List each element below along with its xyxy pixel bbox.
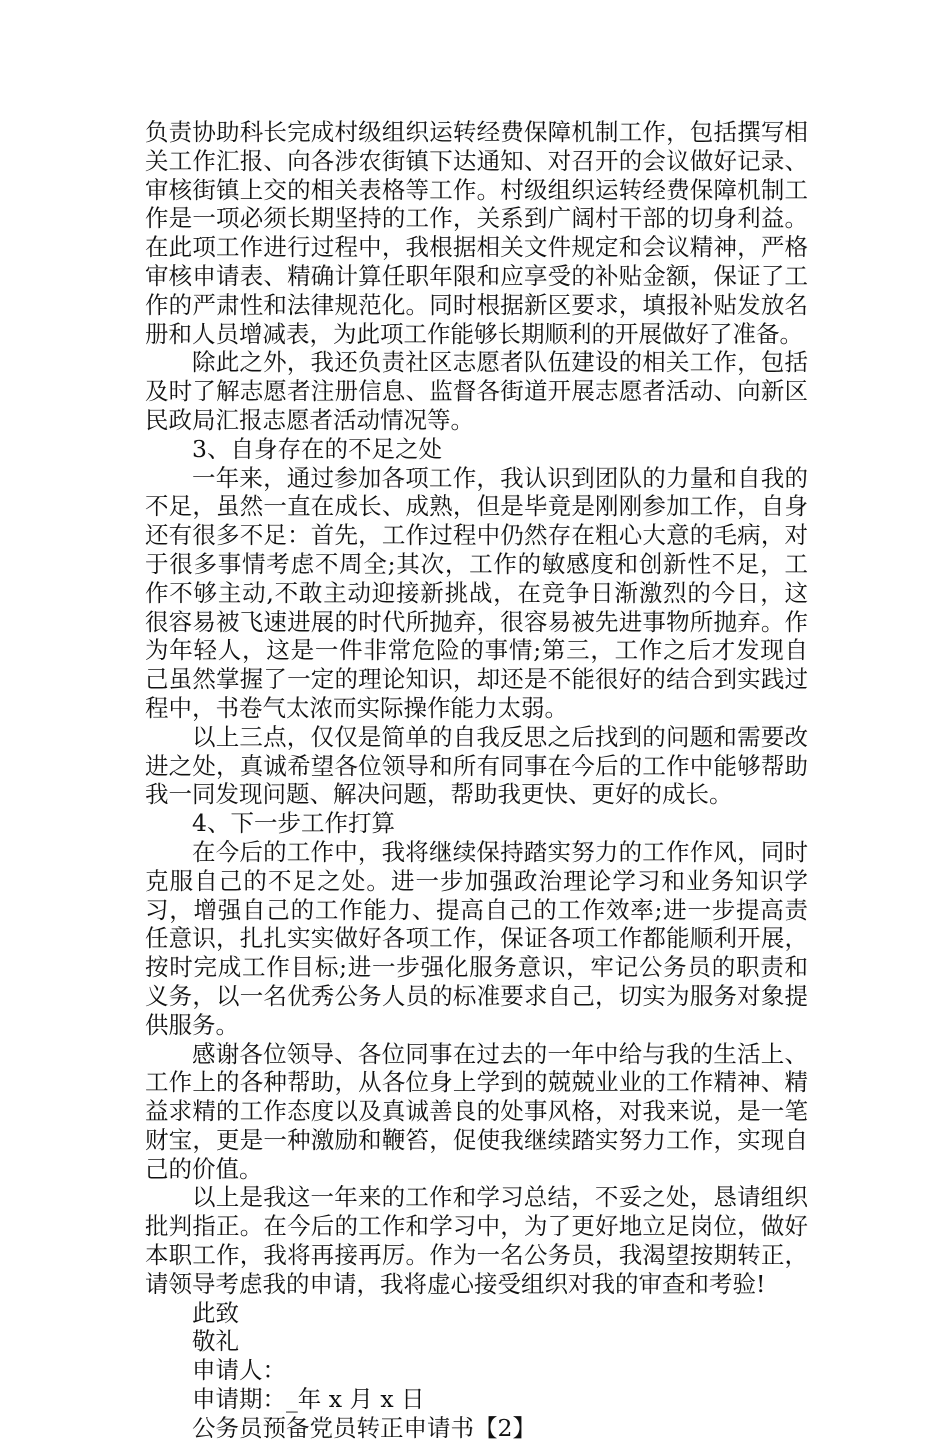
closing-regards: 敬礼 (192, 1327, 239, 1356)
paragraph-thanks: 感谢各位领导、各位同事在过去的一年中给与我的生活上、工作上的各种帮助，从各位身上学到的兢兢业业的工作精神、精益求精的工作态度以及真诚善良的处事风格，对我来说，是一笔财宝，更是一种激励和鞭笞，促使我继续踏实努力工作，实现自己的价值。 (145, 1039, 808, 1183)
section-heading-next-plan: 4、下一步工作打算 (192, 809, 395, 838)
paragraph-volunteer-work: 除此之外，我还负责社区志愿者队伍建设的相关工作，包括及时了解志愿者注册信息、监督各街道开展志愿者活动、向新区民政局汇报志愿者活动情况等。 (145, 348, 808, 434)
section-heading-shortcomings: 3、自身存在的不足之处 (192, 434, 442, 463)
paragraph-summary-request: 以上是我这一年来的工作和学习总结，不妥之处，恳请组织批判指正。在今后的工作和学习中，为了更好地立足岗位，做好本职工作，我将再接再厉。作为一名公务员，我渴望按期转正，请领导考虑我的申请，我将虚心接受组织对我的审查和考验! (145, 1183, 808, 1298)
next-document-title: 公务员预备党员转正申请书【2】 (192, 1413, 536, 1442)
closing-salutation: 此致 (192, 1298, 239, 1327)
document-page (145, 118, 808, 1443)
paragraph-shortcomings: 一年来，通过参加各项工作，我认识到团队的力量和自我的不足，虽然一直在成长、成熟，但是毕竟是刚刚参加工作，自身还有很多不足：首先，工作过程中仍然存在粗心大意的毛病，对于很多事情考虑不周全;其次，工作的敏感度和创新性不足，工作不够主动,不敢主动迎接新挑战，在竞争日渐激烈的今日，这很容易被飞速进展的时代所抛弃，很容易被先进事物所抛弃。作为年轻人，这是一件非常危险的事情;第三，工作之后才发现自己虽然掌握了一定的理论知识，却还是不能很好的结合到实践过程中，书卷气太浓而实际操作能力太弱。 (145, 463, 808, 722)
paragraph-assist-section-chief: 负责协助科长完成村级组织运转经费保障机制工作，包括撰写相关工作汇报、向各涉农街镇下达通知、对召开的会议做好记录、审核街镇上交的相关表格等工作。村级组织运转经费保障机制工作是一项必须长期坚持的工作，关系到广阔村干部的切身利益。在此项工作进行过程中，我根据相关文件规定和会议精神，严格审核申请表、精确计算任职年限和应享受的补贴金额，保证了工作的严肃性和法律规范化。同时根据新区要求，填报补贴发放名册和人员增减表，为此项工作能够长期顺利的开展做好了准备。 (145, 118, 808, 348)
paragraph-self-reflection: 以上三点，仅仅是简单的自我反思之后找到的问题和需要改进之处，真诚希望各位领导和所有同事在今后的工作中能够帮助我一同发现问题、解决问题，帮助我更快、更好的成长。 (145, 722, 808, 809)
paragraph-next-plan: 在今后的工作中，我将继续保持踏实努力的工作作风，同时克服自己的不足之处。进一步加强政治理论学习和业务知识学习，增强自己的工作能力、提高自己的工作效率;进一步提高责任意识，扎扎实实做好各项工作，保证各项工作都能顺利开展，按时完成工作目标;进一步强化服务意识，牢记公务员的职责和义务，以一名优秀公务人员的标准要求自己，切实为服务对象提供服务。 (145, 837, 808, 1039)
applicant-line: 申请人： (192, 1356, 286, 1385)
application-date-line: 申请期：_年 x 月 x 日 (192, 1385, 425, 1414)
